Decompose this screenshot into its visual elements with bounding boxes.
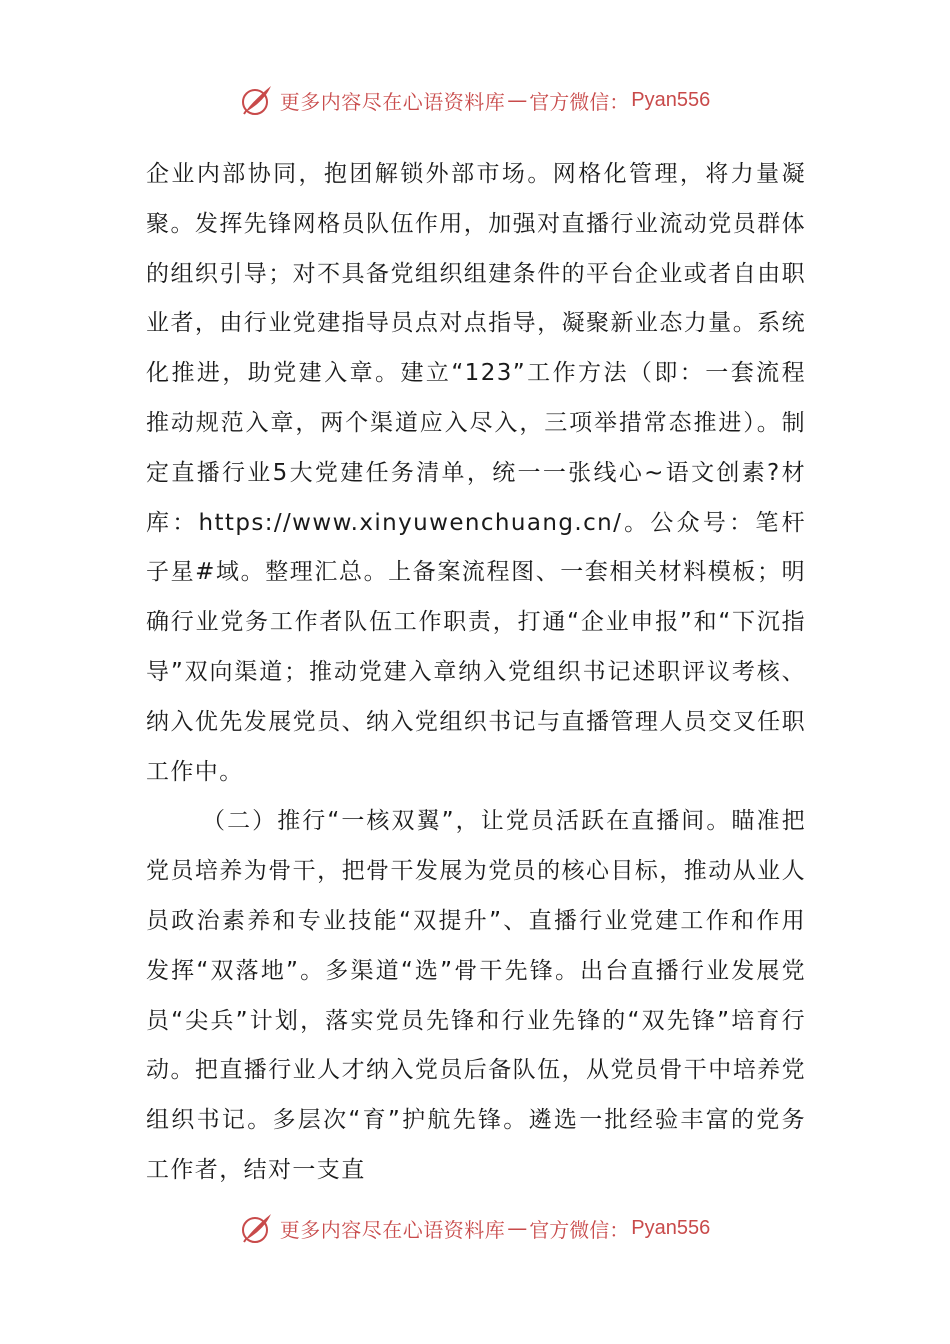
banner-wechat-account: Pyan556 [631, 88, 711, 111]
header-banner [0, 80, 950, 120]
banner-site-text: 更多内容尽在心语资料库 [279, 1217, 506, 1242]
banner-wechat-label: 官方微信： [529, 1217, 630, 1242]
body-paragraph-1: 企业内部协同，抱团解锁外部市场。网格化管理，将力量凝聚。发挥先锋网格员队伍作用，加强对直播行业流动党员群体的组织引导；对不具备党组织组建条件的平台企业或者自由职业者，由行业党建指导员点对点指导，凝聚新业态力量。系统化推进，助党建入章。建立“123”工作方法（即：一套流程推动规范入章，两个渠道应入尽入，三项举措常态推进）。制定直播行业5大党建任务清单，统一一张线心~语文创素?材库：https://www.xinyuwenchuang.cn/。公众号：笔杆子星#域。整理汇总。上备案流程图、一套相关材料模板；明确行业党务工作者队伍工作职责，打通“企业申报”和“下沉指导”双向渠道；推动党建入章纳入党组织书记述职评议考核、纳入优先发展党员、纳入党组织书记与直播管理人员交叉任职工作中。 [146, 161, 806, 785]
document-body [146, 150, 806, 1196]
footer-banner [0, 1208, 950, 1248]
banner-separator: — [507, 1216, 528, 1240]
banner-site-text: 更多内容尽在心语资料库 [279, 89, 506, 114]
quill-pen-circle-icon [240, 83, 274, 117]
banner-separator: — [507, 88, 528, 112]
body-paragraph-2: （二）推行“一核双翼”，让党员活跃在直播间。瞄准把党员培养为骨干，把骨干发展为党员的核心目标，推动从业人员政治素养和专业技能“双提升”、直播行业党建工作和作用发挥“双落地”。多渠道“选”骨干先锋。出台直播行业发展党员“尖兵”计划，落实党员先锋和行业先锋的“双先锋”培育行动。把直播行业人才纳入党员后备队伍，从党员骨干中培养党组织书记。多层次“育”护航先锋。遴选一批经验丰富的党务工作者，结对一支直 [146, 808, 806, 1183]
banner-wechat-label: 官方微信： [529, 89, 630, 114]
quill-pen-circle-icon [240, 1211, 274, 1245]
banner-wechat-account: Pyan556 [631, 1216, 711, 1239]
